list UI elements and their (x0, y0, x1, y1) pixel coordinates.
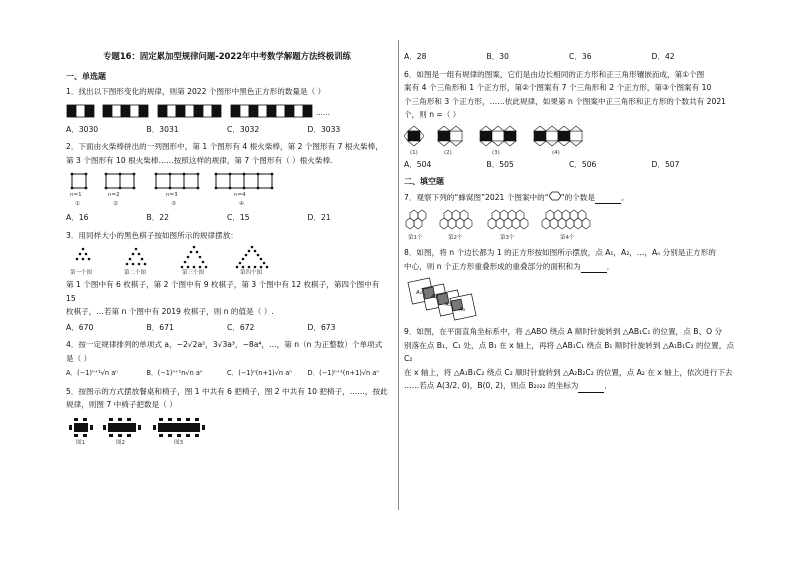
q6-text-2: 案有 4 个三角形和 1 个正方形，第②个图案有 7 个三角形和 2 个正方形，第③个图案有 10 (404, 83, 712, 92)
q3-option-c[interactable]: C．672 (227, 322, 255, 332)
q2-text-2: 第 3 个图形有 10 根火柴棒……按照这样的规律，第 7 个图形有（ ）根火柴棒. (66, 155, 333, 165)
q7-label-4: 第4个 (560, 235, 575, 241)
q4-text-2: 是（ ） (66, 353, 92, 363)
q2-matchstick-pattern (66, 170, 388, 208)
hexagon-icon (549, 191, 561, 201)
q3-option-a[interactable]: A．670 (66, 322, 94, 332)
q2-label-n4: n=4 (234, 192, 246, 198)
q8-label-a1: A₁ (416, 290, 422, 296)
q1-option-a[interactable]: A．3030 (66, 124, 99, 134)
q6-text-3: 个三角形和 3 个正方形，……依此规律，如果第 n 个图案中正三角形和正方形的个数共有 2021 (404, 96, 727, 106)
q1-option-c[interactable]: C．3032 (227, 124, 260, 134)
q6-label-1: (1) (410, 149, 418, 155)
q4-options (66, 367, 388, 381)
q8-figure (404, 276, 734, 322)
q7-honeycomb-pattern (404, 207, 734, 243)
q6-option-d[interactable]: D．507 (651, 159, 680, 169)
q5-option-a[interactable]: A．28 (404, 52, 427, 61)
q5-table-pattern (66, 415, 388, 445)
q7-figure (404, 207, 734, 243)
q2-label-n3: n=3 (166, 192, 178, 198)
q1-square-pattern (66, 102, 388, 120)
q8-label-a2: A₂ (431, 294, 437, 300)
right-column (404, 44, 734, 393)
q2-options (66, 211, 388, 225)
q8-text-2-body: 中心，则 n 个正方形重叠形成的重叠部分的面积和为 (404, 261, 581, 271)
q2-option-a[interactable]: A．16 (66, 213, 89, 222)
q1-options (66, 123, 388, 137)
q3-figure (66, 245, 388, 275)
q6-option-a[interactable]: A．504 (404, 159, 432, 169)
q4-option-a[interactable]: A．(−1)ⁿ⁺¹√n aⁿ (66, 369, 118, 377)
q5-options (404, 50, 734, 64)
q2-label-c2: ② (113, 201, 118, 207)
q1-ellipsis: …… (316, 108, 330, 117)
q6-figure (404, 125, 734, 155)
q6-tessellation-pattern (404, 125, 734, 155)
q8-answer-blank[interactable] (581, 263, 607, 273)
q5-figure (66, 415, 388, 445)
q3-label-4: 第四个图 (240, 270, 263, 275)
q7-answer-blank[interactable] (595, 194, 621, 204)
left-column (66, 44, 388, 448)
q2-option-b[interactable]: B．22 (146, 213, 169, 222)
q3-option-d[interactable]: D．673 (307, 322, 336, 332)
q7-text (404, 191, 734, 205)
document-title: 专题16：固定累加型规律问题-2022年中考数学解题方法终极训练 (103, 51, 351, 61)
q7-text-start: 7．观察下列的“蜂窝图”2021 个图案中的“ (404, 192, 549, 202)
q4-option-b[interactable]: B．(−1)ⁿ⁺¹n√n aⁿ (146, 369, 203, 377)
q7-label-1: 第1个 (408, 235, 423, 241)
q9-text-3: 在 x 轴上，将 △A₁B₁C₂ 绕点 C₂ 顺时针旋转到 △A₂B₂C₂ 的位置，点 A₂ 在 x 轴上，依次进行下去 (404, 367, 733, 377)
q6-text-4: 个，则 n =（ ） (404, 110, 461, 119)
q5-option-c[interactable]: C．36 (569, 52, 592, 61)
q8-text-2 (404, 260, 734, 274)
q1-option-d[interactable]: D．3033 (307, 124, 341, 134)
q3-option-b[interactable]: B．671 (146, 322, 174, 332)
section-choice: 一、单选题 (66, 71, 106, 81)
q9-text-4-body: ……若点 A(3/2, 0)，B(0, 2)，则点 B₂₀₂₂ 的坐标为 (404, 381, 579, 390)
q3-label-2: 第二个图 (124, 270, 147, 275)
q6-option-b[interactable]: B．505 (486, 159, 514, 169)
q1-option-b[interactable]: B．3031 (146, 124, 179, 134)
q9-answer-blank[interactable] (578, 383, 604, 393)
section-fill: 二、填空题 (404, 177, 444, 186)
q5-label-3: 图3 (174, 439, 183, 445)
q8-label-a3: A₃ (445, 302, 451, 308)
q2-option-c[interactable]: C．15 (227, 213, 250, 222)
q3-chess-pattern (66, 245, 388, 275)
q2-label-c1: ① (75, 201, 80, 207)
q8-squares-pattern (404, 276, 734, 322)
q6-option-c[interactable]: C．506 (569, 159, 597, 169)
q2-text-1: 2．下面由火柴棒拼出的一列图形中，第 1 个图形有 4 根火柴棒，第 2 个图形有 7 根火柴棒， (66, 142, 383, 151)
q5-text-1: 5．按图示的方式摆放餐桌和椅子，图 1 中共有 6 把椅子，图 2 中共有 10 把椅子，……，按此 (66, 386, 388, 396)
q3-label-1: 第一个图 (70, 270, 93, 275)
q2-label-c3: ③ (171, 201, 176, 207)
q7-tail: 。 (621, 192, 629, 202)
q6-text-1: 6．如图是一组有规律的图案，它们是由边长相同的正方形和正三角形镶嵌而成，第①个图 (404, 69, 705, 79)
q9-tail: ． (604, 381, 612, 390)
q7-text-end: ”的个数是 (560, 192, 595, 202)
q5-option-b[interactable]: B．30 (486, 52, 509, 61)
q4-option-c[interactable]: C．(−1)ⁿ(n+1)√n aⁿ (227, 369, 292, 377)
q8-tail: ． (606, 261, 615, 271)
q2-label-n1: n=1 (70, 192, 82, 198)
q4-option-d[interactable]: D．(−1)ⁿ⁺¹(n+1)√n aⁿ (307, 369, 379, 377)
q3-text-3: 枚棋子，…若第 n 个图中有 2019 枚棋子，则 n 的值是（ ）. (66, 307, 274, 316)
q5-option-d[interactable]: D．42 (651, 52, 675, 61)
q9-text-1: 9．如图，在平面直角坐标系中，将 △ABO 绕点 A 顺时针旋转到 △AB₁C₁ 的位置，点 B、O 分 (404, 327, 723, 336)
q2-option-d[interactable]: D．21 (307, 213, 331, 222)
q5-label-2: 图2 (116, 439, 125, 445)
q6-label-2: (2) (444, 149, 452, 155)
q5-label-1: 图1 (76, 439, 85, 445)
q6-label-3: (3) (492, 149, 500, 155)
q8-text-1: 8．如图，将 n 个边长都为 1 的正方形按如图所示摆放，点 A₁，A₂，…，Aₙ 分别是正方形的 (404, 248, 716, 257)
q1-figure (66, 102, 388, 120)
q3-options (66, 321, 388, 335)
q3-label-3: 第三个图 (182, 270, 205, 275)
q3-text-1: 3．用同样大小的黑色棋子按如图所示的规律摆放： (66, 230, 238, 240)
q1-text: 1．找出以下图形变化的规律，则第 2022 个图形中黑色正方形的数量是（ ） (66, 87, 326, 96)
q4-text-1: 4．按一定规律排列的单项式 a，−2√2a²，3√3a³，−8a⁴，…，第 n（n 为正整数）个单项式 (66, 340, 383, 349)
q9-text-2: 别落在点 B₁、C₁ 处，点 B₁ 在 x 轴上，再将 △AB₁C₁ 绕点 B₁ 顺时针旋转到 △A₁B₁C₂ 的位置，点 C₂ (404, 340, 734, 363)
q2-label-c4: ④ (239, 201, 244, 207)
q9-text-4 (404, 379, 734, 393)
q6-options (404, 158, 734, 172)
column-divider (398, 40, 399, 510)
q7-label-2: 第2个 (448, 235, 463, 241)
q6-label-4: (4) (552, 149, 560, 155)
q5-text-2: 规律，则图 7 中椅子把数是（ ） (66, 400, 177, 409)
q2-label-n2: n=2 (108, 192, 120, 198)
q2-figure (66, 170, 388, 208)
q3-text-2: 第 1 个图中有 6 枚棋子，第 2 个图中有 9 枚棋子，第 3 个图中有 12 枚棋子，第四个图中有 15 (66, 280, 380, 303)
q8-label-a4: A₄ (459, 307, 465, 313)
q7-label-3: 第3个 (500, 235, 515, 241)
